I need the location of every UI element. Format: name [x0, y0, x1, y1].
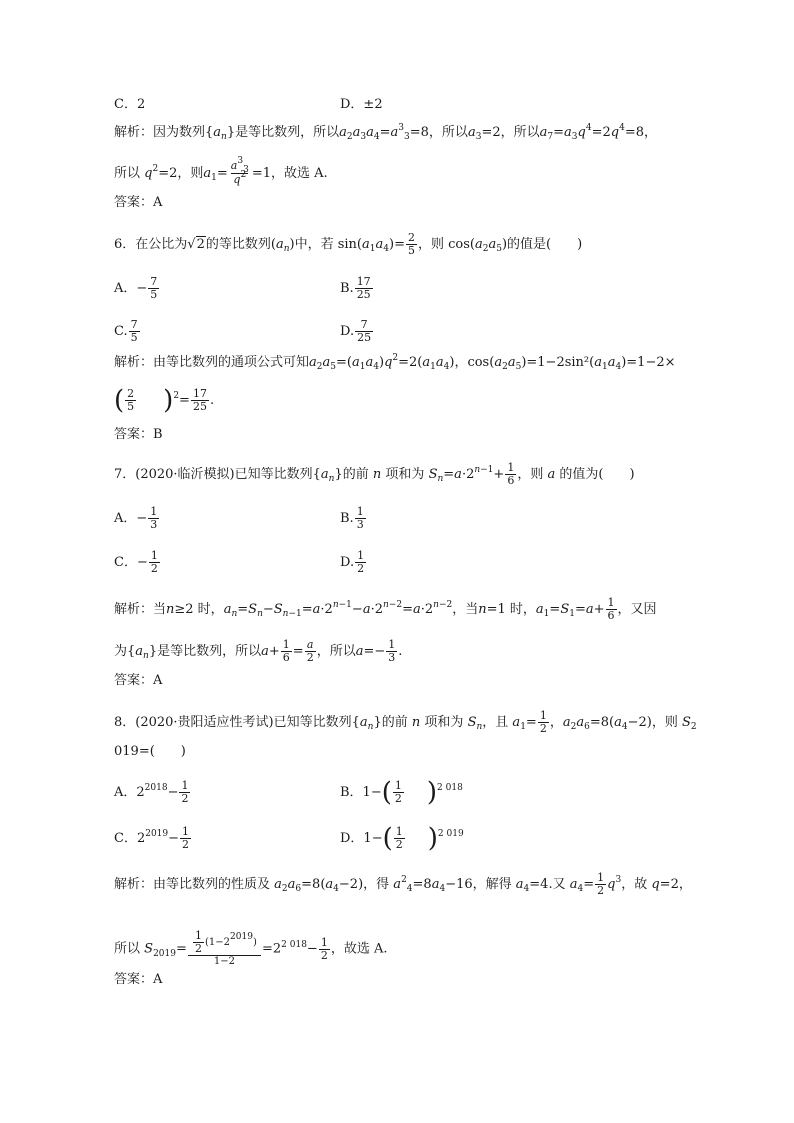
q8-option-a: A．$2^{2018}-$ $\frac{1}{2}$: [114, 779, 189, 805]
q6-answer: 答案：B: [114, 427, 163, 442]
q8-solution-line2: 所以 $S_{2019}=$ $\frac{1}{2}$ (1−22019) 1−2 $=2^{2 018}-$ $\frac{1}{2}$ ，故选 A.: [114, 929, 388, 967]
q7-option-c: C．− $\frac{1}{2}$: [114, 549, 158, 575]
q6-stem: 6．在公比为√2的等比数列$(a_n)$中，若 $\sin(a_1a_4)=$ $\frac{2}{5}$ ，则 $\cos(a_2a_5)$的值是( ): [114, 231, 583, 257]
sqrt-icon: √: [187, 237, 196, 252]
q7-answer: 答案：A: [114, 673, 163, 688]
q5-answer: 答案：A: [114, 195, 163, 210]
q6-solution-line1: 解析：由等比数列的通项公式可知$a_2a_5=(a_1a_4)q^2=2(a_1a_4)$，$\cos(a_2a_5)=1-2\sin^2(a_1a_4)=1-2\times$: [114, 353, 676, 372]
q8-option-c: C．$2^{2019}-$ $\frac{1}{2}$: [114, 825, 190, 851]
q8-option-d: D．1−( $\frac{1}{2}$ )$^{2 019}$: [340, 823, 464, 854]
q8-answer: 答案：A: [114, 972, 163, 987]
q6-solution-line2: ( $\frac{2}{5}$ )$^2$= $\frac{17}{25}$ .: [114, 385, 215, 416]
q8-stem-line2: 019=( ): [114, 744, 186, 759]
q8-solution-line1: 解析：由等比数列的性质及 $a_2a_6=8(a_4-2)$，得 $a^2_4=8a_4-16$，解得 $a_4=4$.又 $a_4=$ $\frac{1}{2}$ $q^3$，故 q=2，: [114, 871, 692, 897]
q5-option-d: D．±2: [340, 97, 383, 112]
q6-option-d: D. $\frac{7}{25}$: [340, 318, 372, 344]
q7-option-a: A．− $\frac{1}{3}$: [114, 505, 158, 531]
q5-option-c: C．2: [114, 97, 146, 112]
q6-option-b: B. $\frac{17}{25}$: [340, 275, 371, 301]
q7-solution-line2: 为$\{a_n\}$是等比数列，所以a+ $\frac{1}{6}$ = $\frac{a}{2}$ ，所以a=− $\frac{1}{3}$ .: [114, 638, 403, 664]
q6-option-c: C. $\frac{7}{5}$: [114, 318, 138, 344]
q8-stem-line1: 8．(2020·贵阳适应性考试)已知等比数列$\{a_n\}$的前 n 项和为 $S_n$，且 $a_1=$ $\frac{1}{2}$ ，$a_2a_6=8(a_4-2)$，则 $S_2$: [114, 709, 697, 735]
q5-solution-line2: 所以 $q^2=2$，则$a_1=$ $\frac{a^3_3}{q^2}$ =1，故选 A.: [114, 156, 328, 186]
q7-stem: 7．(2020·临沂模拟)已知等比数列$\{a_n\}$的前 n 项和为 $S_n=a\cdot 2^{n-1}+$ $\frac{1}{6}$ ，则 a 的值为( ): [114, 461, 635, 487]
fraction: $\frac{a^3_3}{q^2}$: [230, 156, 249, 186]
q8-option-b: B．1−( $\frac{1}{2}$ )$^{2 018}$: [340, 777, 463, 808]
q7-option-d: D. $\frac{1}{2}$: [340, 549, 365, 575]
q7-option-b: B. $\frac{1}{3}$: [340, 505, 364, 531]
q6-option-a: A．− $\frac{7}{5}$: [114, 275, 158, 301]
q7-solution-line1: 解析：当n≥2 时，$a_n=S_n-S_{n-1}=a\cdot 2^{n-1}-a\cdot 2^{n-2}=a\cdot 2^{n-2}$，当n=1 时，$a_1=S_1=a+$ $\frac{1}{6}$ ，又因: [114, 596, 657, 622]
q5-solution-line1: 解析：因为数列$\{a_n\}$是等比数列，所以$a_2a_3a_4=a^3_3=8$，所以$a_3=2$，所以$a_7=a_3q^4=2q^4=8$，: [114, 123, 657, 142]
